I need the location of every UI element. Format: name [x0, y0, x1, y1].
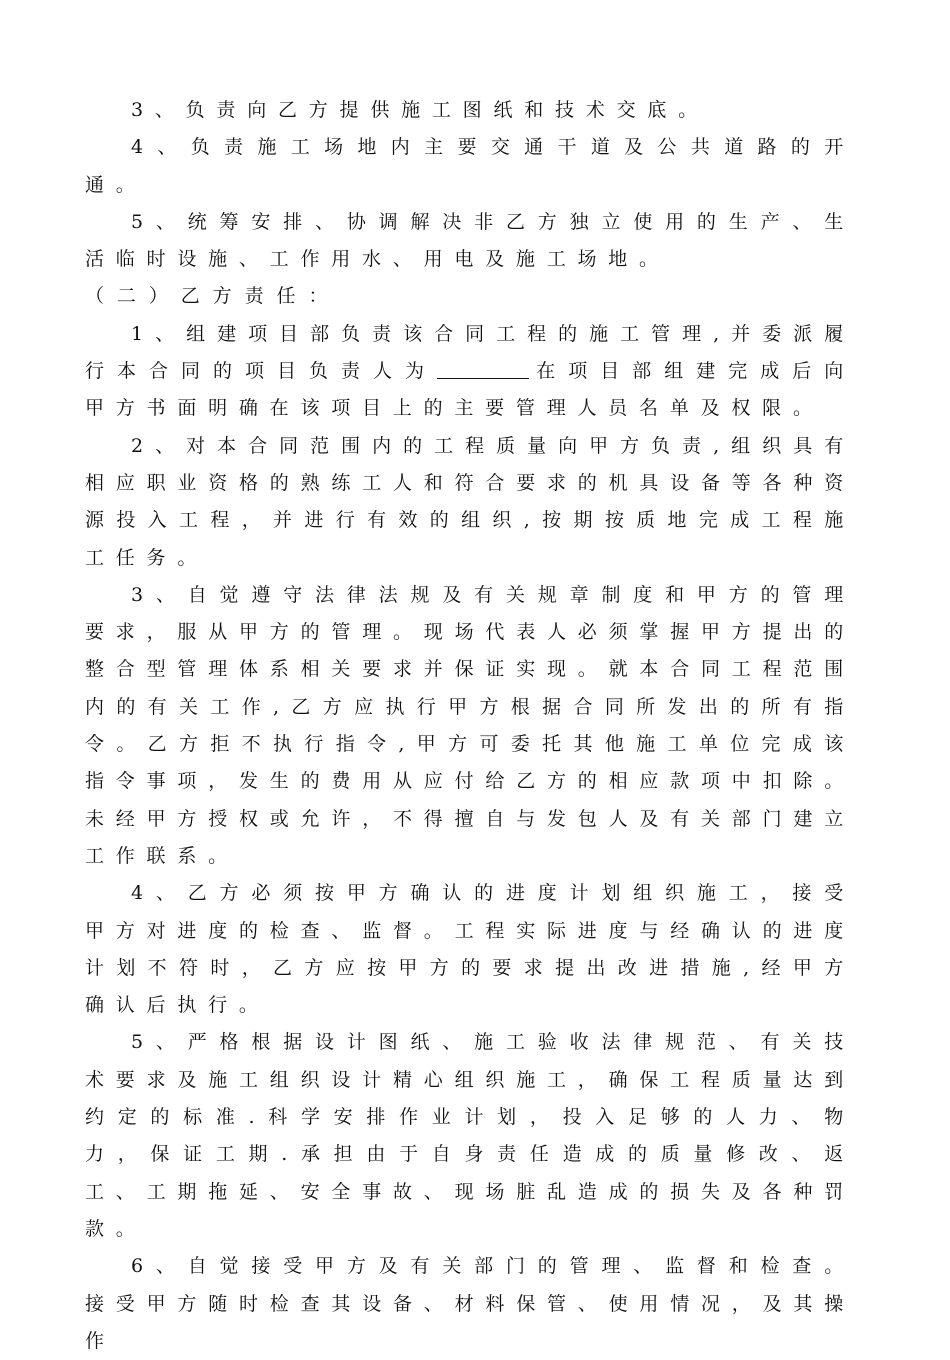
clause-yi-1 — [85, 316, 855, 428]
clause-jia-4: 4、负责施工场地内主要交通干道及公共道路的开通。 — [85, 136, 855, 196]
clause-yi-1-part-b: 在项目部组建完成后向甲方书面明确在该项目上的主要管理人员名单及权限。 — [85, 360, 855, 420]
clause-yi-3: 3、自觉遵守法律法规及有关规章制度和甲方的管理要求，服从甲方的管理。现场代表人必须掌握甲方提出的整合型管理体系相关要求并保证实现。就本合同工程范围内的有关工作,乙方应执行甲方根据合同所发出的所有指令。乙方拒不执行指令,甲方可委托其他施工单位完成该指令事项，发生的费用从应付给乙方的相应款项中扣除。未经甲方授权或允许，不得擅自与发包人及有关部门建立工作联系。 — [85, 583, 855, 867]
clause-yi-5: 5、严格根据设计图纸、施工验收法律规范、有关技术要求及施工组织设计精心组织施工，确保工程质量达到约定的标准.科学安排作业计划，投入足够的人力、物力，保证工期.承担由于自身责任造成的质量修改、返工、工期拖延、安全事故、现场脏乱造成的损失及各种罚款。 — [85, 1031, 855, 1240]
clause-yi-4: 4、乙方必须按甲方确认的进度计划组织施工，接受甲方对进度的检查、监督。工程实际进度与经确认的进度计划不符时，乙方应按甲方的要求提出改进措施,经甲方确认后执行。 — [85, 882, 855, 1017]
clause-jia-5: 5、统筹安排、协调解决非乙方独立使用的生产、生活临时设施、工作用水、用电及施工场地。 — [85, 210, 855, 271]
section-heading-yi-responsibility: （二）乙方责任： — [85, 285, 341, 308]
project-leader-blank-line — [437, 356, 529, 379]
clause-yi-2: 2、对本合同范围内的工程质量向甲方负责,组织具有相应职业资格的熟练工人和符合要求的机具设备等各种资源投入工程，并进行有效的组织,按期按质地完成工程施工任务。 — [85, 434, 855, 569]
clause-yi-6: 6、自觉接受甲方及有关部门的管理、监督和检查。接受甲方随时检查其设备、材料保管、使用情况，及其操作 — [85, 1255, 855, 1352]
clause-jia-3: 3、负责向乙方提供施工图纸和技术交底。 — [131, 99, 709, 121]
clause-yi-1-part-a: 1、组建项目部负责该合同工程的施工管理,并委派履行本合同的项目负责人为 — [85, 322, 855, 383]
document-page — [85, 92, 855, 1360]
